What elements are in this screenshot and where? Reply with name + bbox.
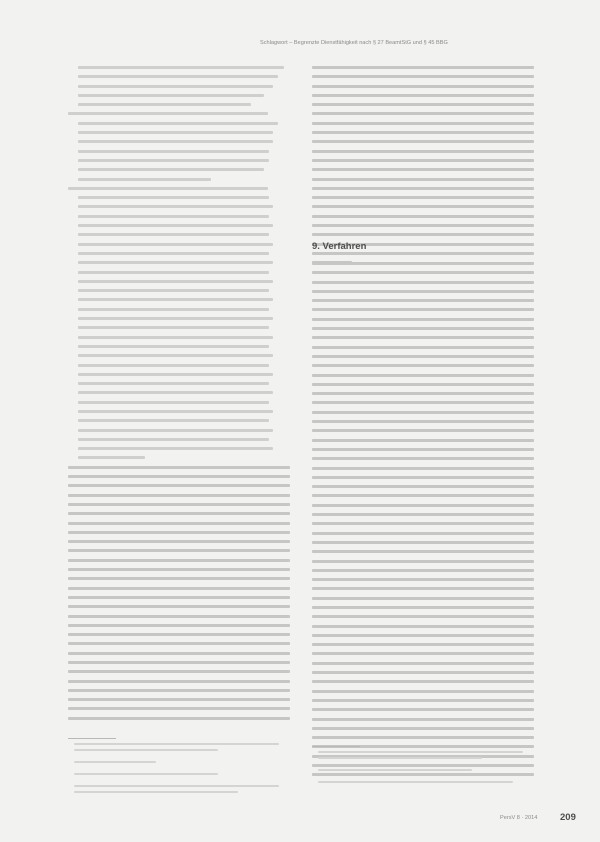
text-line <box>312 392 534 395</box>
text-line <box>78 429 273 432</box>
text-line <box>312 699 534 702</box>
text-line <box>312 187 534 190</box>
text-line <box>78 215 269 218</box>
text-line <box>312 224 534 227</box>
text-line <box>78 438 269 441</box>
text-line <box>312 578 534 581</box>
text-line <box>312 615 534 618</box>
text-line <box>312 318 534 321</box>
text-line <box>312 233 534 236</box>
text-line <box>68 689 290 692</box>
text-line <box>78 140 273 143</box>
text-line <box>78 354 273 357</box>
text-line <box>312 671 534 674</box>
running-head: Schlagwort – Begrenzte Dienstfähigkeit nach § 27 BeamtStG und § 45 BBG <box>260 40 448 46</box>
text-line <box>68 549 290 552</box>
text-line <box>312 299 534 302</box>
text-line <box>312 494 534 497</box>
text-line <box>312 550 534 553</box>
footnote-line <box>318 769 472 771</box>
text-line <box>312 112 534 115</box>
text-line <box>68 466 290 469</box>
text-line <box>68 559 290 562</box>
text-line <box>312 587 534 590</box>
text-line <box>78 196 269 199</box>
page-number: 209 <box>560 812 576 823</box>
text-line <box>78 205 273 208</box>
text-line <box>312 150 534 153</box>
text-line <box>68 112 268 115</box>
text-line <box>78 373 273 376</box>
text-line <box>312 429 534 432</box>
text-line <box>78 178 211 181</box>
footnote-block-right <box>318 751 523 787</box>
text-line <box>68 624 290 627</box>
text-line <box>78 150 269 153</box>
text-line <box>312 178 534 181</box>
text-line <box>78 345 269 348</box>
right-column-text-top <box>312 66 534 271</box>
text-line <box>68 568 290 571</box>
text-line <box>78 103 251 106</box>
text-line <box>312 736 534 739</box>
text-line <box>68 587 290 590</box>
footnote-line <box>74 773 218 775</box>
text-line <box>78 122 278 125</box>
text-line <box>312 680 534 683</box>
text-line <box>68 680 290 683</box>
text-line <box>312 281 534 284</box>
text-line <box>312 467 534 470</box>
text-line <box>312 159 534 162</box>
text-line <box>312 252 534 255</box>
text-line <box>312 457 534 460</box>
text-line <box>68 707 290 710</box>
text-line <box>68 187 268 190</box>
text-line <box>78 168 264 171</box>
text-line <box>312 606 534 609</box>
text-line <box>68 670 290 673</box>
text-line <box>312 718 534 721</box>
text-line <box>78 391 273 394</box>
journal-issue: PersV 8 · 2014 <box>500 815 538 821</box>
text-line <box>68 642 290 645</box>
text-line <box>312 271 534 274</box>
text-line <box>312 476 534 479</box>
text-line <box>78 94 264 97</box>
text-line <box>312 513 534 516</box>
text-line <box>312 448 534 451</box>
text-line <box>78 410 273 413</box>
text-line <box>68 512 290 515</box>
text-line <box>312 560 534 563</box>
text-line <box>68 615 290 618</box>
text-line <box>68 484 290 487</box>
text-line <box>312 662 534 665</box>
text-line <box>312 66 534 69</box>
text-line <box>78 317 273 320</box>
left-column-text <box>68 66 290 726</box>
text-line <box>68 605 290 608</box>
text-line <box>312 634 534 637</box>
text-line <box>312 420 534 423</box>
text-line <box>78 280 273 283</box>
footnote-line <box>318 781 513 783</box>
text-line <box>312 708 534 711</box>
text-line <box>78 289 269 292</box>
footnote-line <box>318 757 482 759</box>
text-line <box>312 336 534 339</box>
footnote-rule-right <box>312 746 360 747</box>
footnote-line <box>74 761 156 763</box>
text-line <box>78 308 269 311</box>
text-line <box>68 522 290 525</box>
footnote-line <box>74 743 279 745</box>
text-line <box>78 75 278 78</box>
text-line <box>312 411 534 414</box>
text-line <box>312 504 534 507</box>
footnote-block-left <box>74 743 279 797</box>
text-line <box>78 401 269 404</box>
text-line <box>312 652 534 655</box>
text-line <box>68 661 290 664</box>
text-line <box>312 131 534 134</box>
text-line <box>312 541 534 544</box>
text-line <box>312 569 534 572</box>
text-line <box>312 485 534 488</box>
footnote-rule-left <box>68 738 116 739</box>
text-line <box>78 336 273 339</box>
text-line <box>312 401 534 404</box>
text-line <box>312 215 534 218</box>
text-line <box>78 261 273 264</box>
text-line <box>312 597 534 600</box>
text-line <box>312 327 534 330</box>
text-line <box>312 205 534 208</box>
text-line <box>78 159 269 162</box>
text-line <box>312 690 534 693</box>
text-line <box>312 522 534 525</box>
text-line <box>78 233 269 236</box>
text-line <box>68 717 290 720</box>
text-line <box>312 75 534 78</box>
text-line <box>78 243 273 246</box>
text-line <box>68 596 290 599</box>
text-line <box>78 85 273 88</box>
text-line <box>68 577 290 580</box>
text-line <box>312 140 534 143</box>
text-line <box>312 168 534 171</box>
text-line <box>312 383 534 386</box>
text-line <box>312 85 534 88</box>
footnote-line <box>74 749 218 751</box>
text-line <box>78 326 269 329</box>
text-line <box>68 633 290 636</box>
text-line <box>78 419 269 422</box>
text-line <box>312 290 534 293</box>
text-line <box>78 364 269 367</box>
text-line <box>78 456 145 459</box>
text-line <box>312 643 534 646</box>
text-line <box>312 374 534 377</box>
text-line <box>78 298 273 301</box>
text-line <box>78 252 269 255</box>
text-line <box>312 308 534 311</box>
text-line <box>68 503 290 506</box>
text-line <box>68 652 290 655</box>
text-line <box>68 475 290 478</box>
text-line <box>68 540 290 543</box>
footnote-line <box>74 791 238 793</box>
text-line <box>312 364 534 367</box>
text-line <box>78 131 273 134</box>
text-line <box>312 355 534 358</box>
text-line <box>312 439 534 442</box>
text-line <box>312 122 534 125</box>
right-column-text-bottom <box>312 262 534 783</box>
text-line <box>312 346 534 349</box>
footnote-line <box>318 751 523 753</box>
text-line <box>78 271 269 274</box>
text-line <box>312 94 534 97</box>
text-line <box>78 382 269 385</box>
text-line <box>312 103 534 106</box>
text-line <box>312 625 534 628</box>
text-line <box>68 531 290 534</box>
text-line <box>78 66 284 69</box>
text-line <box>68 494 290 497</box>
text-line <box>78 447 273 450</box>
text-line <box>312 532 534 535</box>
text-line <box>78 224 273 227</box>
text-line <box>312 727 534 730</box>
text-line <box>312 196 534 199</box>
text-line <box>312 262 534 265</box>
footnote-line <box>74 785 279 787</box>
section-heading: 9. Verfahren <box>312 241 367 252</box>
text-line <box>68 698 290 701</box>
